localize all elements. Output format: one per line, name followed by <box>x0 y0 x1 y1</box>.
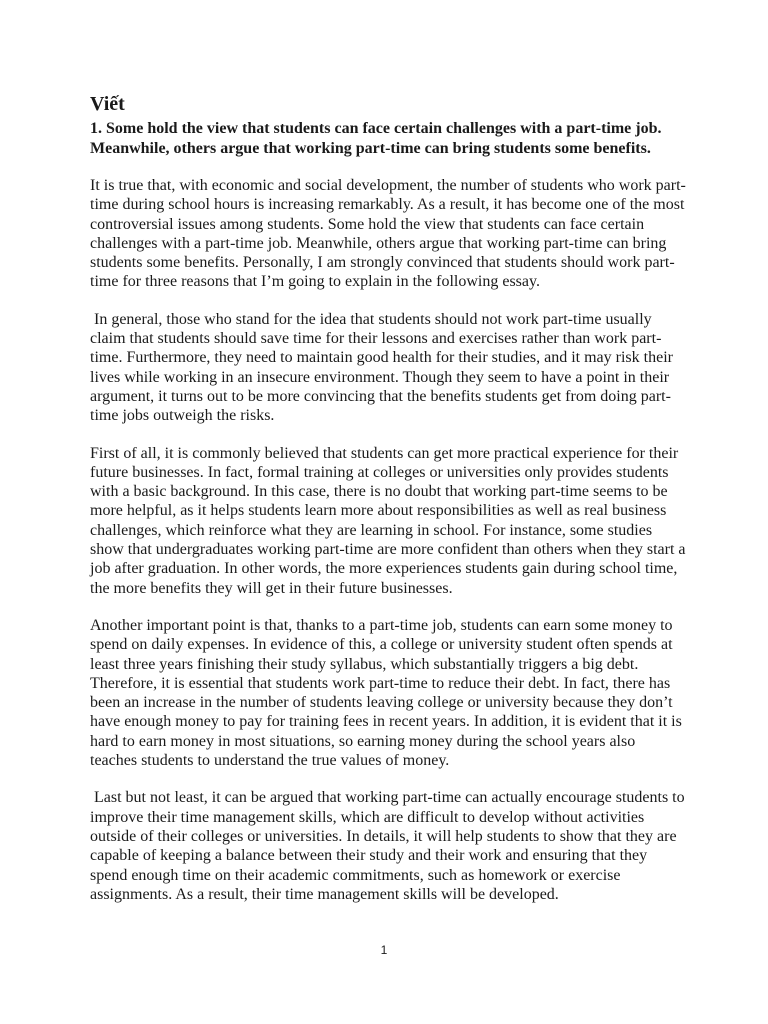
page-number: 1 <box>380 943 388 957</box>
document-body <box>90 92 690 922</box>
paragraph-counterargument: In general, those who stand for the idea that students should not work part-time usually claim that students should save time for their lessons and exercises rather than work part-time. Furthermore, they need to maintain good health for their studies, and it may risk their lives while working in an insecure environment. Though they seem to have a point in their argument, it turns out to be more convincing that the benefits students get from doing part-time jobs outweigh the risks. <box>90 310 677 425</box>
essay-question: 1. Some hold the view that students can face certain challenges with a part-time job. Meanwhile, others argue that working part-time can bring students some benefits. <box>90 120 662 157</box>
paragraph-practical-experience: First of all, it is commonly believed that students can get more practical experience for their future businesses. In fact, formal training at colleges or universities only provides students with a basic background. In this case, there is no doubt that working part-time seems to be more helpful, as it helps students learn more about responsibilities as well as real business challenges, which reinforce what they are learning in school. For instance, some studies show that undergraduates working part-time are more confident than others when they start a job after graduation. In other words, the more experiences students gain during school time, the more benefits they will get in their future businesses. <box>90 444 690 597</box>
paragraph-time-management: Last but not least, it can be argued that working part-time can actually encourage students to improve their time management skills, which are difficult to develop without activities outside of their colleges or universities. In details, it will help students to show that they are capable of keeping a balance between their study and their work and ensuring that they spend enough time on their academic commitments, such as homework or exercise assignments. As a result, their time management skills will be developed. <box>90 789 689 903</box>
paragraph-introduction: It is true that, with economic and social development, the number of students who work part-time during school hours is increasing remarkably. As a result, it has become one of the most controversial issues among students. Some hold the view that students can face certain challenges with a part-time job. Meanwhile, others argue that working part-time can bring students some benefits. Personally, I am strongly convinced that students should work part-time for three reasons that I’m going to explain in the following essay. <box>90 177 689 291</box>
section-heading: Viết <box>90 93 125 115</box>
paragraph-earning-money: Another important point is that, thanks to a part-time job, students can earn some money to spend on daily expenses. In evidence of this, a college or university student often spends at least three years finishing their study syllabus, which substantially triggers a big debt. Therefore, it is essential that students work part-time to reduce their debt. In fact, there has been an increase in the number of students leaving college or university because they don’t have enough money to pay for training fees in recent years. In addition, it is evident that it is hard to earn money in most situations, so earning money during the school years also teaches students to understand the true values of money. <box>90 616 686 770</box>
